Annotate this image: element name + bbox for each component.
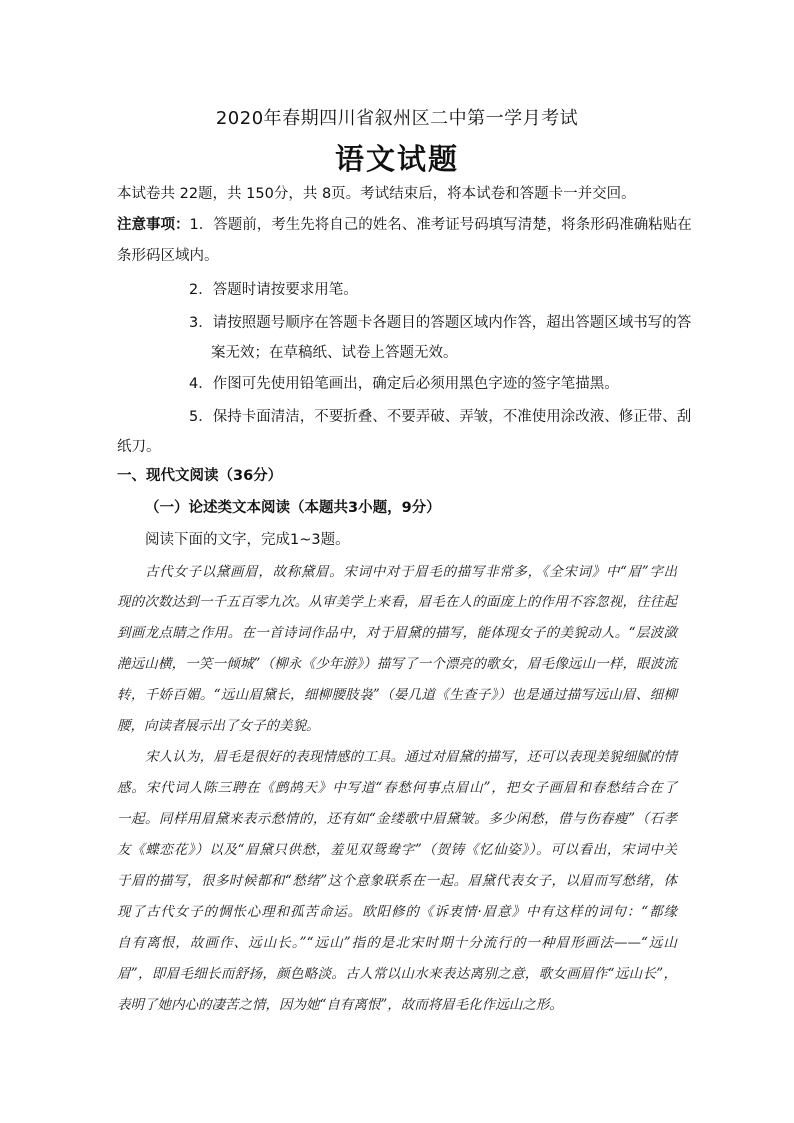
note-3-line-2: 案无效；在草稿纸、试卷上答题无效。 (211, 345, 458, 361)
passage-line: 古代女子以黛画眉，故称黛眉。宋词中对于眉毛的描写非常多，《全宋词》中“眉”字出 (145, 564, 677, 580)
note-1-line-2: 条形码区域内。 (117, 248, 219, 264)
notes-block (117, 215, 692, 235)
exam-title: 2020年春期四川省叙州区二中第一学月考试 (215, 108, 579, 129)
subsection-heading: （一）论述类文本阅读（本题共3小题，9分） (145, 500, 441, 516)
passage-line: 眉”，即眉毛细长而舒扬，颜色略淡。古人常以山水来表达离别之意，歌女画眉作“远山长”， (117, 966, 677, 982)
notes-label: 注意事项： (117, 217, 190, 233)
note-3-line-1: 3．请按照题号顺序在答题卡各题目的答题区域内作答，超出答题区域书写的答 (189, 315, 692, 331)
passage-line: 一起。同样用眉黛来表示愁情的，还有如“金缕歌中眉黛皱。多少闲愁，借与伤春瘦”（石孝 (117, 811, 677, 827)
passage-line: 转，千娇百媚。“远山眉黛长，细柳腰肢袅”（晏几道《生查子》）也是通过描写远山眉、细柳 (117, 687, 677, 703)
passage-line: 现的次数达到一千五百零九次。从审美学上来看，眉毛在人的面庞上的作用不容忽视，往往起 (117, 594, 677, 610)
passage-line: 于眉的描写，很多时候都和“愁绪”这个意象联系在一起。眉黛代表女子，以眉而写愁绪，体 (117, 873, 677, 889)
passage-line: 到画龙点睛之作用。在一首诗词作品中，对于眉黛的描写，能体现女子的美貌动人。“层波潋 (117, 625, 677, 641)
passage-line: 表明了她内心的凄苦之情，因为她“自有离恨”，故而将眉毛化作远山之形。 (117, 997, 563, 1013)
passage-line: 宋人认为，眉毛是很好的表现情感的工具。通过对眉黛的描写，还可以表现美貌细腻的情 (145, 749, 677, 765)
passage-line: 自有离恨，故画作、远山长。”“远山”指的是北宋时期十分流行的一种眉形画法——“远山 (117, 935, 677, 951)
subject-title: 语文试题 (334, 142, 459, 176)
passage-line: 友《蝶恋花》）以及“眉黛只供愁，羞见双鸳鸯字”（贺铸《忆仙姿》）。可以看出，宋词中关 (117, 842, 677, 858)
exam-summary: 本试卷共 22题，共 150分，共 8页。考试结束后，将本试卷和答题卡一并交回。 (117, 186, 636, 202)
note-5-line-1: 5．保持卡面清洁，不要折叠、不要弄破、弄皱，不准使用涂改液、修正带、刮 (189, 409, 692, 425)
passage-line: 滟远山横，一笑一倾城”（柳永《少年游》）描写了一个漂亮的歌女，眉毛像远山一样，眼波流 (117, 656, 677, 672)
passage-line: 感。宋代词人陈三聘在《鹧鸪天》中写道“春愁何事点眉山”，把女子画眉和春愁结合在了 (117, 780, 677, 796)
passage-line: 现了古代女子的惆怅心理和孤苦命运。欧阳修的《诉衷情·眉意》中有这样的词句：“都缘 (117, 904, 677, 920)
reading-instruction: 阅读下面的文字，完成1~3题。 (145, 532, 350, 548)
passage-line: 腰，向读者展示出了女子的美貌。 (117, 718, 320, 734)
note-5-line-2: 纸刀。 (117, 439, 161, 455)
note-4: 4．作图可先使用铅笔画出，确定后必须用黑色字迹的签字笔描黑。 (189, 376, 619, 392)
note-1-line-1: 1．答题前，考生先将自己的姓名、准考证号码填写清楚，将条形码准确粘贴在 (189, 217, 692, 233)
section-heading: 一、现代文阅读（36分） (117, 468, 283, 484)
note-2: 2．答题时请按要求用笔。 (189, 282, 358, 298)
